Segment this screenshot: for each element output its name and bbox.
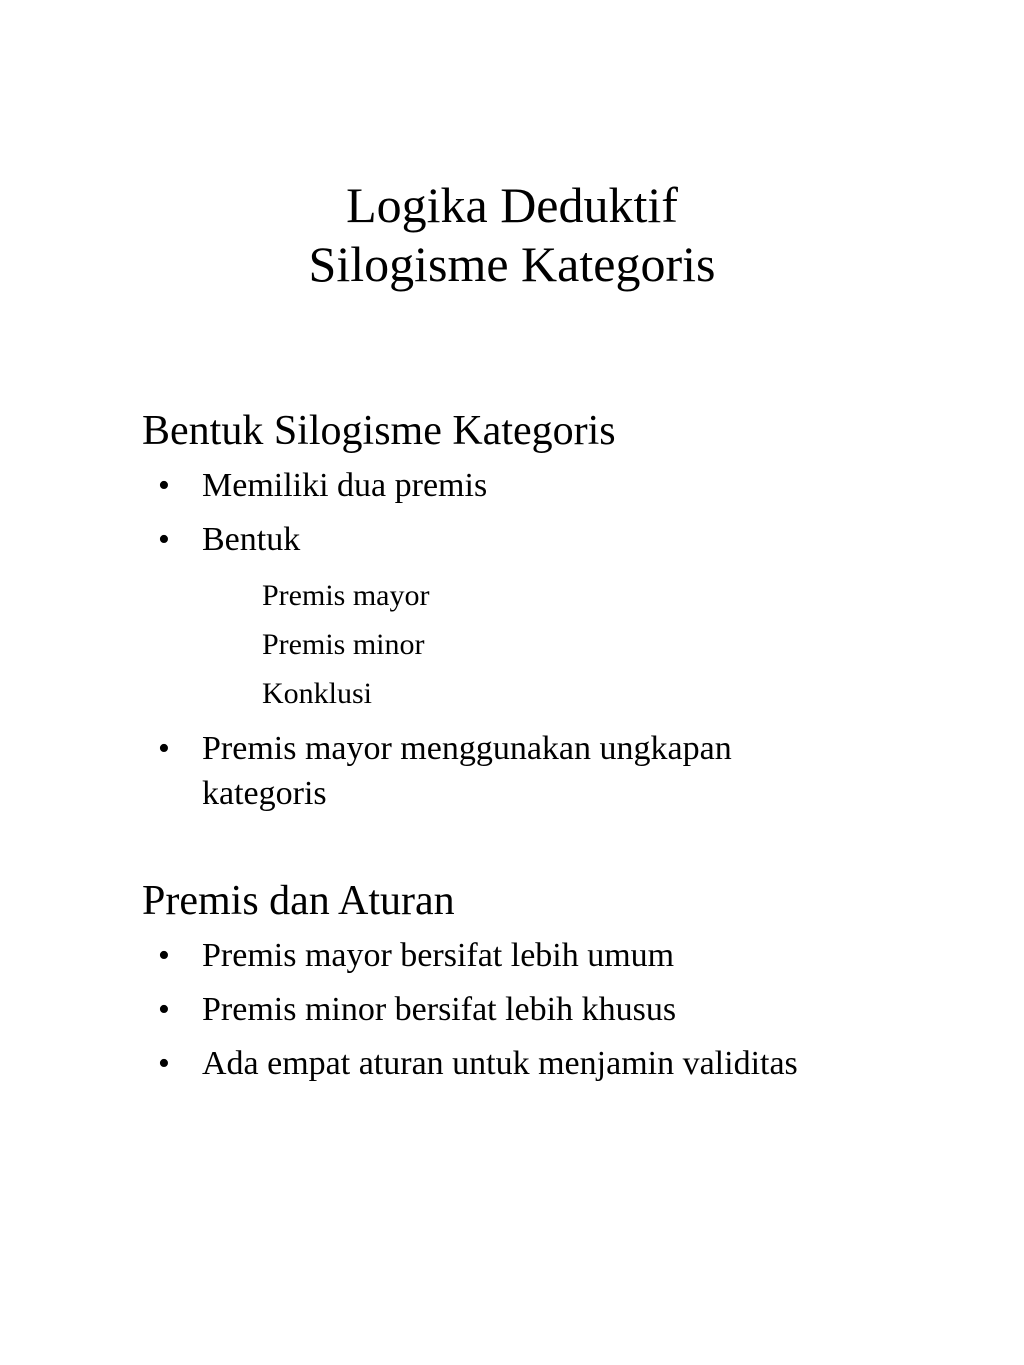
- list-item-text: Premis mayor bersifat lebih umum: [202, 937, 675, 974]
- list-item-text: Premis mayor menggunakan ungkapan kategoris: [202, 730, 732, 812]
- slide-title: [0, 176, 1024, 294]
- sub-list-item: Konklusi: [262, 677, 373, 710]
- section-bentuk: [142, 405, 992, 825]
- bullet-icon: •: [158, 937, 170, 974]
- list-item-text: Bentuk: [202, 521, 301, 558]
- sub-list: [142, 571, 992, 718]
- bullet-icon: •: [158, 991, 170, 1028]
- list-item: [142, 987, 992, 1032]
- section-heading: Bentuk Silogisme Kategoris: [142, 408, 616, 454]
- list-item-text: Premis minor bersifat lebih khusus: [202, 991, 677, 1028]
- list-item: [142, 933, 992, 978]
- bullet-icon: •: [158, 467, 170, 504]
- list-item: [142, 463, 992, 508]
- sub-list-item: Premis mayor: [262, 579, 430, 612]
- bullet-icon: •: [158, 521, 170, 558]
- title-line-2: Silogisme Kategoris: [308, 236, 716, 292]
- section-premis: [142, 875, 992, 1095]
- title-line-1: Logika Deduktif: [346, 177, 678, 233]
- list-item: [142, 726, 992, 816]
- section-heading: Premis dan Aturan: [142, 878, 455, 924]
- list-item-text: Ada empat aturan untuk menjamin validitas: [202, 1045, 798, 1082]
- bullet-list: [142, 463, 992, 816]
- bullet-icon: •: [158, 730, 170, 767]
- list-item: [142, 517, 992, 562]
- bullet-icon: •: [158, 1045, 170, 1082]
- list-item-text: Memiliki dua premis: [202, 467, 488, 504]
- bullet-list: [142, 933, 992, 1086]
- list-item: [142, 1041, 992, 1086]
- sub-list-container: [142, 571, 992, 718]
- sub-list-item: Premis minor: [262, 628, 425, 661]
